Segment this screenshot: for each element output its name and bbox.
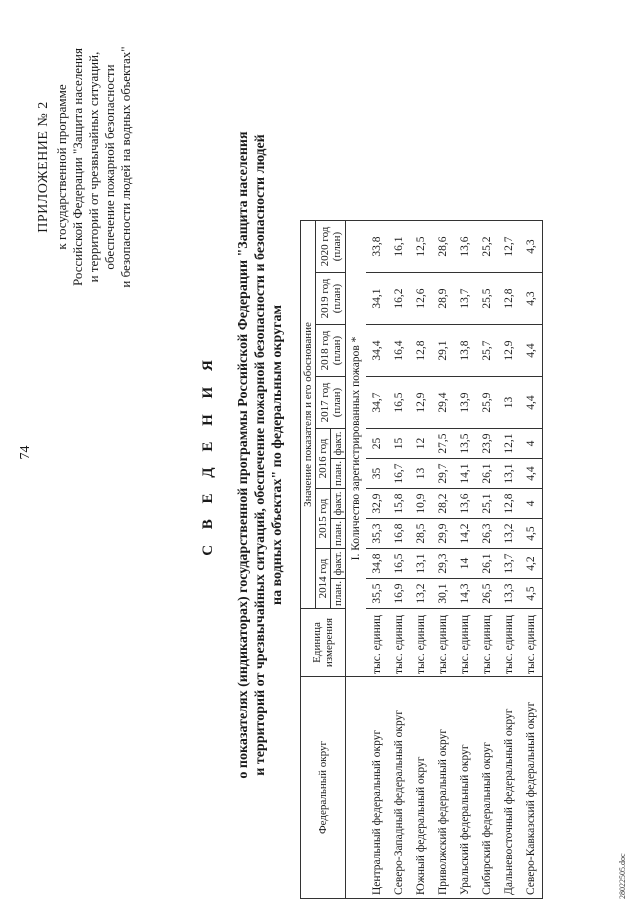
header-fact: факт. (331, 549, 346, 579)
cell-value: 13 (498, 377, 520, 429)
cell-value: 25 (366, 429, 388, 459)
page-number: 74 (18, 445, 33, 460)
table-body (346, 221, 543, 899)
cell-value: 25,1 (476, 489, 498, 519)
header-year-2015: 2015 год (316, 489, 331, 549)
cell-value: 27,5 (432, 429, 454, 459)
cell-value: 15,8 (388, 489, 410, 519)
cell-value: 12,8 (410, 325, 432, 377)
cell-unit: тыс. единиц (454, 609, 476, 677)
cell-region: Северо-Кавказский федеральный округ (520, 677, 543, 899)
cell-value: 4 (520, 489, 543, 519)
header-values: Значение показателя и его обоснование (301, 221, 316, 609)
appendix-line: и безопасности людей на водных объектах" (118, 46, 133, 288)
cell-value: 4,5 (520, 579, 543, 609)
document-heading (200, 105, 286, 805)
document-id: 28022505.doc (618, 853, 627, 899)
cell-value: 29,7 (432, 459, 454, 489)
cell-region: Сибирский федеральный округ (476, 677, 498, 899)
cell-value: 4 (520, 429, 543, 459)
cell-value: 13,9 (454, 377, 476, 429)
table-row (410, 221, 432, 899)
cell-value: 35,3 (366, 519, 388, 549)
cell-value: 12,6 (410, 273, 432, 325)
cell-value: 28,5 (410, 519, 432, 549)
appendix-line: Российской Федерации "Защита населения (70, 48, 85, 286)
cell-unit: тыс. единиц (366, 609, 388, 677)
cell-value: 26,1 (476, 549, 498, 579)
header-region: Федеральный округ (301, 677, 346, 899)
table-row (520, 221, 543, 899)
cell-unit: тыс. единиц (476, 609, 498, 677)
cell-value: 16,4 (388, 325, 410, 377)
cell-region: Дальневосточный федеральный округ (498, 677, 520, 899)
cell-value: 4,5 (520, 519, 543, 549)
table-row (476, 221, 498, 899)
header-year-2014: 2014 год (316, 549, 331, 609)
cell-value: 16,1 (388, 221, 410, 273)
header-year-2019: 2019 год (план) (316, 273, 346, 325)
cell-value: 16,5 (388, 549, 410, 579)
cell-value: 12,8 (498, 489, 520, 519)
cell-region: Центральный федеральный округ (366, 677, 388, 899)
cell-value: 4,3 (520, 273, 543, 325)
cell-value: 13,5 (454, 429, 476, 459)
cell-value: 30,1 (432, 579, 454, 609)
cell-value: 13 (410, 459, 432, 489)
cell-value: 14,1 (454, 459, 476, 489)
cell-value: 13,6 (454, 221, 476, 273)
cell-region: Приволжский федеральный округ (432, 677, 454, 899)
cell-value: 26,5 (476, 579, 498, 609)
cell-value: 28,9 (432, 273, 454, 325)
table-row (388, 221, 410, 899)
cell-unit: тыс. единиц (498, 609, 520, 677)
cell-value: 13,8 (454, 325, 476, 377)
cell-value: 25,5 (476, 273, 498, 325)
header-plan: план. (331, 519, 346, 549)
cell-value: 12,5 (410, 221, 432, 273)
heading-line: о показателях (индикаторах) государственной программы Российской Федерации "Защита населения (236, 131, 251, 779)
cell-value: 29,3 (432, 549, 454, 579)
cell-value: 12,9 (410, 377, 432, 429)
cell-value: 34,7 (366, 377, 388, 429)
cell-value: 35 (366, 459, 388, 489)
header-year-2020: 2020 год (план) (316, 221, 346, 273)
cell-value: 29,4 (432, 377, 454, 429)
table-row (432, 221, 454, 899)
cell-region: Южный федеральный округ (410, 677, 432, 899)
cell-unit: тыс. единиц (388, 609, 410, 677)
cell-value: 26,1 (476, 459, 498, 489)
cell-value: 16,9 (388, 579, 410, 609)
cell-value: 25,9 (476, 377, 498, 429)
table-row (366, 221, 388, 899)
cell-value: 10,9 (410, 489, 432, 519)
cell-value: 13,2 (498, 519, 520, 549)
appendix-line: к государственной программе (54, 84, 69, 250)
cell-value: 25,2 (476, 221, 498, 273)
cell-value: 13,7 (498, 549, 520, 579)
header-fact: факт. (331, 429, 346, 459)
cell-value: 12,7 (498, 221, 520, 273)
cell-value: 28,6 (432, 221, 454, 273)
cell-value: 26,3 (476, 519, 498, 549)
appendix-line: обеспечение пожарной безопасности (102, 64, 117, 270)
header-plan: план. (331, 579, 346, 609)
cell-value: 4,4 (520, 377, 543, 429)
cell-value: 4,3 (520, 221, 543, 273)
cell-value: 16,8 (388, 519, 410, 549)
cell-value: 23,9 (476, 429, 498, 459)
cell-value: 33,8 (366, 221, 388, 273)
cell-value: 16,5 (388, 377, 410, 429)
cell-value: 14 (454, 549, 476, 579)
section-title: I. Количество зарегистрированных пожаров * (346, 221, 367, 677)
indicators-table (300, 220, 543, 899)
cell-value: 16,7 (388, 459, 410, 489)
cell-value: 28,2 (432, 489, 454, 519)
cell-value: 34,1 (366, 273, 388, 325)
heading-line: на водных объектах" по федеральным округам (270, 305, 285, 605)
cell-value: 25,7 (476, 325, 498, 377)
cell-value: 12 (410, 429, 432, 459)
cell-value: 12,8 (498, 273, 520, 325)
cell-region: Северо-Западный федеральный округ (388, 677, 410, 899)
cell-value: 14,2 (454, 519, 476, 549)
cell-value: 16,2 (388, 273, 410, 325)
cell-unit: тыс. единиц (410, 609, 432, 677)
cell-value: 4,4 (520, 459, 543, 489)
header-year-2017: 2017 год (план) (316, 377, 346, 429)
cell-value: 13,7 (454, 273, 476, 325)
cell-value: 4,4 (520, 325, 543, 377)
table-row (498, 221, 520, 899)
cell-value: 35,5 (366, 579, 388, 609)
cell-value: 34,8 (366, 549, 388, 579)
cell-unit: тыс. единиц (520, 609, 543, 677)
header-fact: факт. (331, 489, 346, 519)
cell-value: 34,4 (366, 325, 388, 377)
cell-region: Уральский федеральный округ (454, 677, 476, 899)
cell-value: 12,1 (498, 429, 520, 459)
heading-title: С В Е Д Е Н И Я (200, 354, 216, 556)
header-year-2018: 2018 год (план) (316, 325, 346, 377)
cell-value: 15 (388, 429, 410, 459)
cell-value: 29,1 (432, 325, 454, 377)
header-unit: Единица измерения (301, 609, 346, 677)
cell-unit: тыс. единиц (432, 609, 454, 677)
cell-value: 13,1 (410, 549, 432, 579)
cell-value: 13,2 (410, 579, 432, 609)
table-row (454, 221, 476, 899)
appendix-title: ПРИЛОЖЕНИЕ № 2 (36, 101, 51, 233)
cell-value: 32,9 (366, 489, 388, 519)
cell-value: 13,3 (498, 579, 520, 609)
cell-value: 13,6 (454, 489, 476, 519)
appendix-header (36, 17, 134, 317)
heading-line: и территорий от чрезвычайных ситуаций, обеспечение пожарной безопасности и безопасности людей (253, 134, 268, 776)
cell-value: 4,2 (520, 549, 543, 579)
section-spacer (346, 677, 367, 899)
header-year-2016: 2016 год (316, 429, 331, 489)
cell-value: 14,3 (454, 579, 476, 609)
header-plan: план. (331, 459, 346, 489)
cell-value: 12,9 (498, 325, 520, 377)
appendix-line: и территорий от чрезвычайных ситуаций, (86, 51, 101, 283)
cell-value: 29,9 (432, 519, 454, 549)
cell-value: 13,1 (498, 459, 520, 489)
